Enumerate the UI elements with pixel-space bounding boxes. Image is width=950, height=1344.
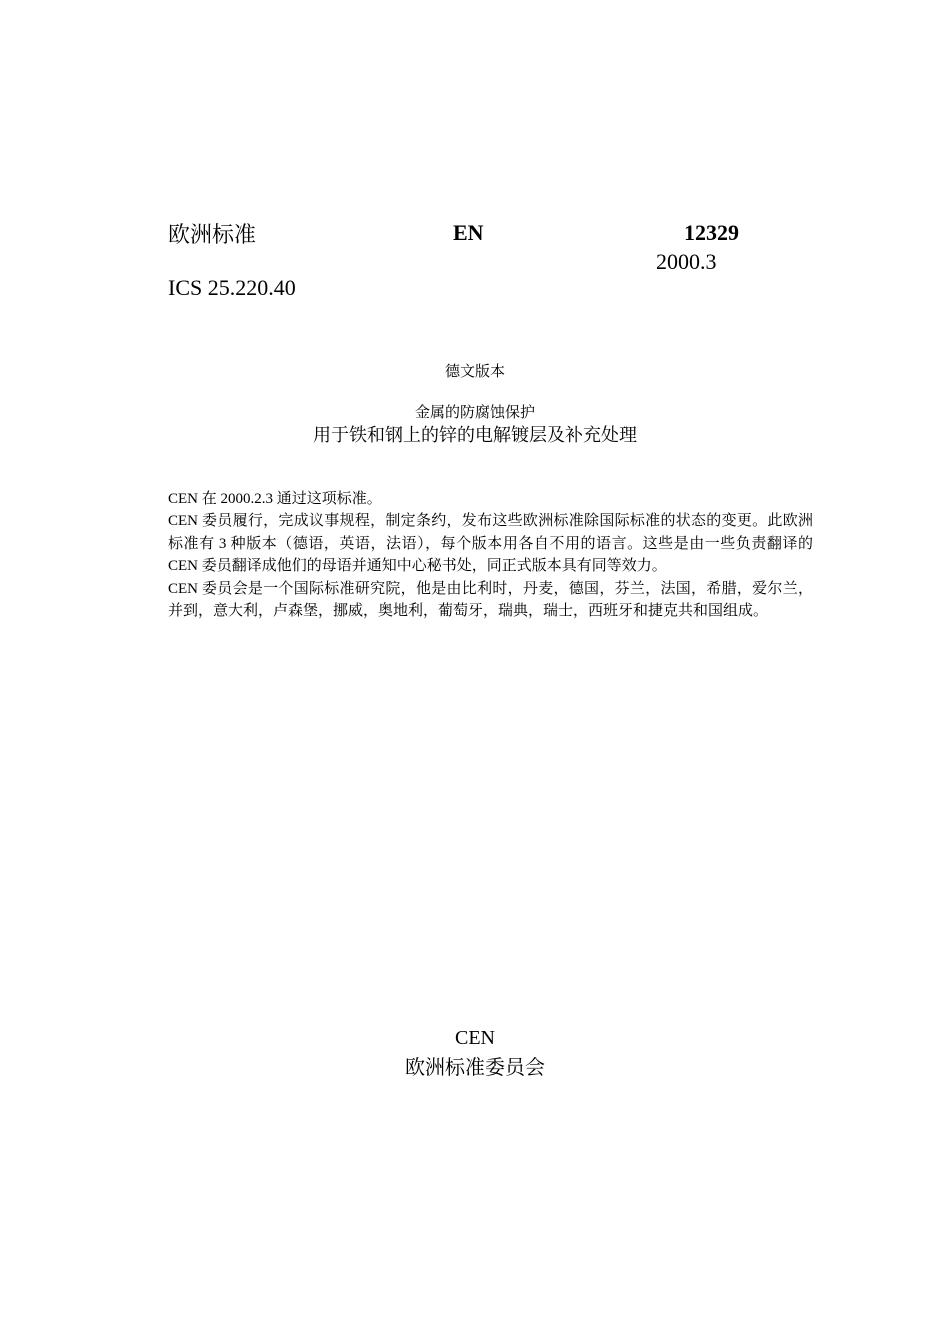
standard-type: 欧洲标准 bbox=[168, 222, 257, 247]
ics-code: ICS 25.220.40 bbox=[168, 275, 296, 300]
notice-paragraph: CEN 委员会是一个国际标准研究院，他是由比利时，丹麦，德国，芬兰，法国，希腊，爱尔兰，并到，意大利，卢森堡，挪威，奥地利，葡萄牙，瑞典，瑞士，西班牙和捷克共和国组成。 bbox=[168, 580, 813, 620]
version-label: 德文版本 bbox=[444, 364, 505, 380]
org-name: 欧洲标准委员会 bbox=[405, 1057, 545, 1079]
publication-date: 2000.3 bbox=[656, 249, 717, 274]
notice-paragraph: CEN 在 2000.2.3 通过这项标准。 bbox=[168, 491, 382, 507]
en-label: EN bbox=[453, 220, 484, 245]
org-abbreviation: CEN bbox=[455, 1027, 495, 1049]
notice-paragraph: CEN 委员履行，完成议事规程，制定条约，发布这些欧洲标准除国际标准的状态的变更。此欧洲标准有 3 种版本（德语，英语，法语），每个版本用各自不用的语言。这些是由一些负责翻译的 CEN 委员翻译成他们的母语并通知中心秘书处，同正式版本具有同等效力。 bbox=[168, 513, 813, 575]
title-line-1: 金属的防腐蚀保护 bbox=[414, 405, 535, 421]
title-line-2: 用于铁和钢上的锌的电解镀层及补充处理 bbox=[313, 425, 637, 445]
approval-notice bbox=[168, 488, 813, 622]
standard-number: 12329 bbox=[684, 220, 739, 245]
